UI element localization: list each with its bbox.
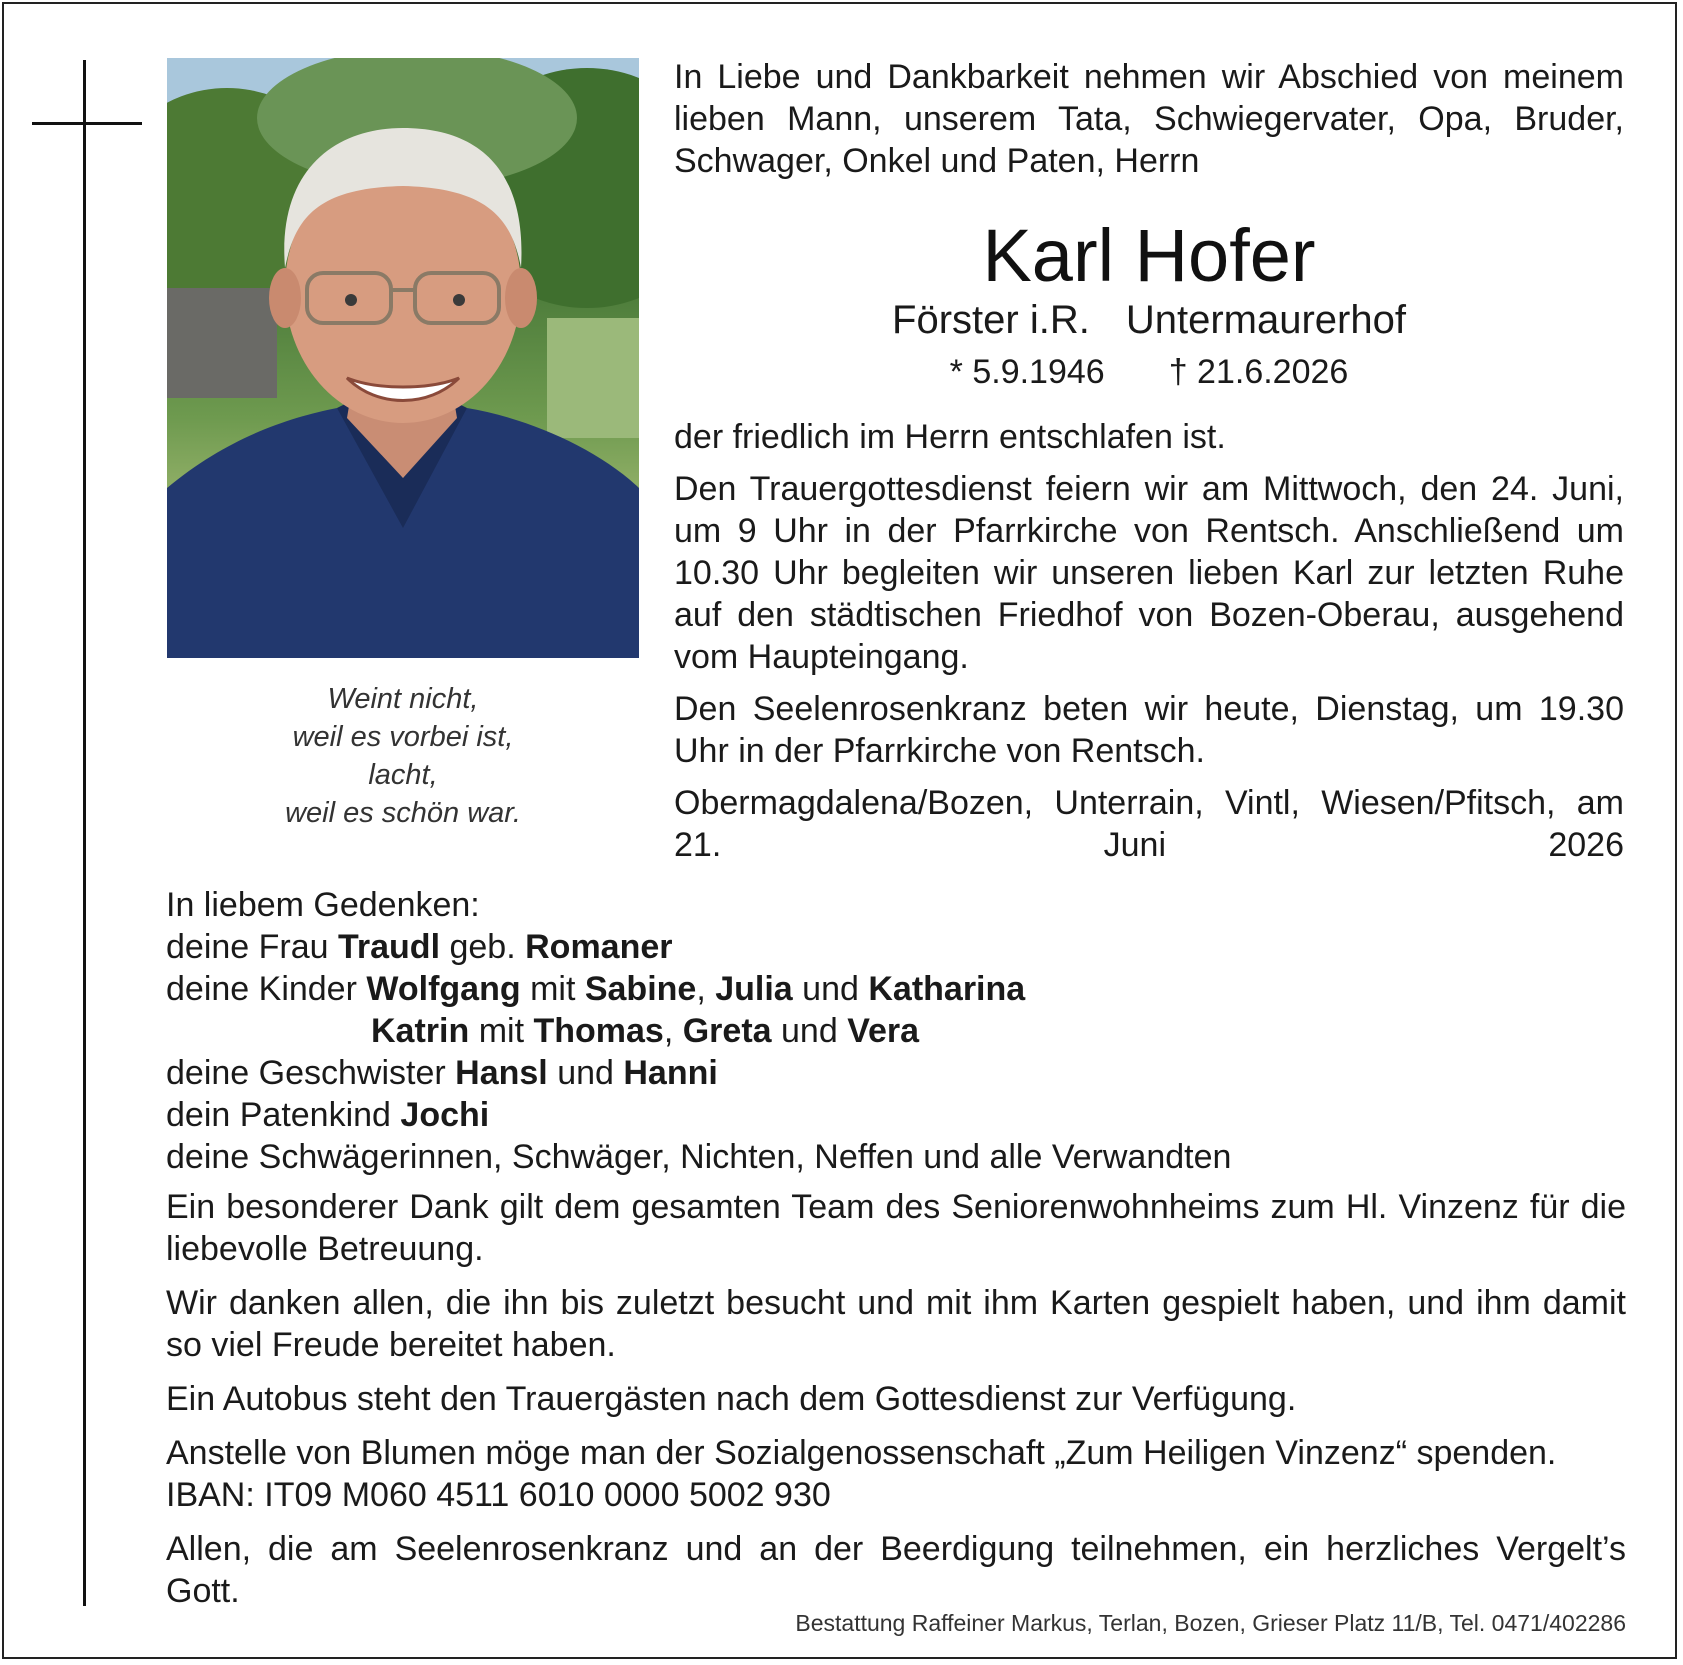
farm-name: Untermaurerhof (1125, 298, 1406, 342)
deceased-name: Karl Hofer (982, 214, 1316, 297)
quote-line: lacht, (368, 759, 438, 791)
donation-paragraph (166, 1432, 1626, 1516)
family-row: dein Patenkind Jochi (166, 1096, 490, 1134)
quote-line: Weint nicht, (327, 683, 479, 715)
closing-text (166, 1186, 1626, 1624)
closing-paragraph: Ein besonderer Dank gilt dem gesamten Team des Seniorenwohnheims zum Hl. Vinzenz für die liebevolle Betreuung. (166, 1188, 1626, 1268)
birth-date: * 5.9.1946 (949, 353, 1105, 391)
quote-line: weil es vorbei ist, (292, 721, 514, 753)
closing-paragraph: Ein Autobus steht den Trauergästen nach dem Gottesdienst zur Verfügung. (166, 1380, 1297, 1418)
family-row: deine Geschwister Hansl und Hanni (166, 1054, 718, 1092)
family-row: Katrin mit Thomas, Greta und Vera (371, 1012, 920, 1050)
service-details (674, 416, 1624, 876)
body-paragraph: der friedlich im Herrn entschlafen ist. (674, 418, 1226, 456)
cross-icon-bar (32, 122, 142, 125)
intro-line: Schwager, Onkel und Paten, Herrn (674, 142, 1200, 180)
donation-line: Anstelle von Blumen möge man der Sozialgenossenschaft „Zum Heiligen Vinzenz“ spenden. (166, 1434, 1557, 1472)
intro-text (674, 56, 1624, 182)
portrait-photo (167, 58, 639, 658)
intro-line: lieben Mann, unserem Tata, Schwiegervater, Opa, Bruder, (674, 100, 1624, 138)
profession: Förster i.R. (892, 298, 1090, 342)
family-row: deine Schwägerinnen, Schwäger, Nichten, Neffen und alle Verwandten (166, 1138, 1232, 1176)
cross-icon (83, 60, 86, 1606)
body-paragraph: Den Trauergottesdienst feiern wir am Mittwoch, den 24. Juni, um 9 Uhr in der Pfarrkirche von Rentsch. Anschließend um 10.30 Uhr begleiten wir unseren lieben Karl zur letzten Ruhe auf den städtischen Friedhof von Bozen-Oberau, ausgehend vom Haupteingang. (674, 470, 1624, 676)
family-heading: In liebem Gedenken: (166, 886, 480, 924)
death-date: † 21.6.2026 (1168, 353, 1349, 391)
closing-paragraph: Wir danken allen, die ihn bis zuletzt besucht und mit ihm Karten gespielt haben, und ihm damit so viel Freude bereitet haben. (166, 1284, 1626, 1364)
intro-line: In Liebe und Dankbarkeit nehmen wir Abschied von meinem (674, 58, 1624, 96)
quote-line: weil es schön war. (285, 797, 521, 829)
family-row: deine Kinder Wolfgang mit Sabine, Julia und Katharina (166, 970, 1026, 1008)
final-thanks: Allen, die am Seelenrosenkranz und an der Beerdigung teilnehmen, ein herzliches Vergelt’s Gott. (166, 1530, 1626, 1610)
deceased-role (674, 296, 1624, 344)
body-paragraph: Den Seelenrosenkranz beten wir heute, Dienstag, um 19.30 Uhr in der Pfarrkirche von Rentsch. (674, 690, 1624, 770)
iban: IBAN: IT09 M060 4511 6010 0000 5002 930 (166, 1476, 831, 1514)
memorial-quote (167, 680, 639, 832)
family-row: deine Frau Traudl geb. Romaner (166, 928, 673, 966)
funeral-home-footer: Bestattung Raffeiner Markus, Terlan, Bozen, Grieser Platz 11/B, Tel. 0471/402286 (795, 1610, 1626, 1636)
life-dates (674, 350, 1624, 394)
family-list (166, 884, 1626, 1178)
body-paragraph: Obermagdalena/Bozen, Unterrain, Vintl, Wiesen/Pfitsch, am 21. Juni 2026 (674, 784, 1624, 864)
